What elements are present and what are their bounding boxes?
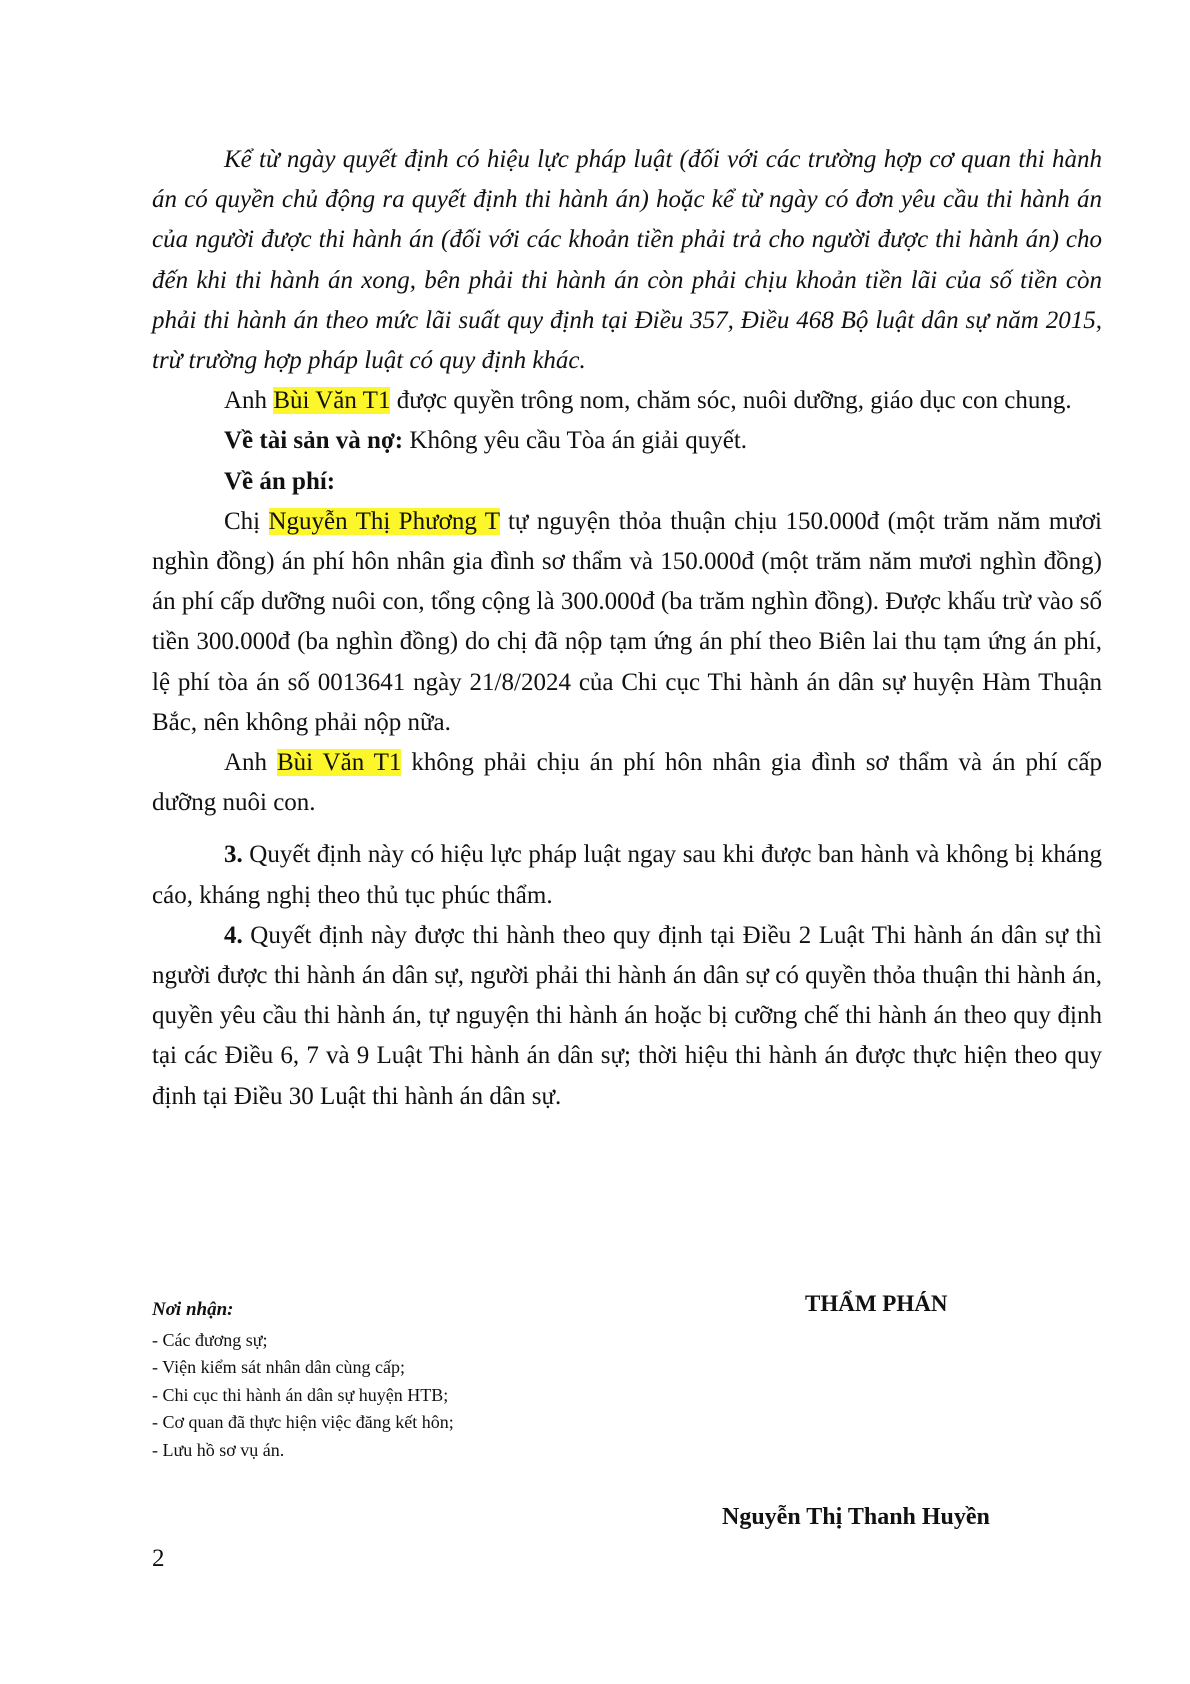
mother-fee-paragraph xyxy=(152,502,1102,743)
clause-4-text: Quyết định này được thi hành theo quy định tại Điều 2 Luật Thi hành án dân sự thì người được thi hành án dân sự, người phải thi hành án dân sự có quyền thỏa thuận thi hành án, quyền yêu cầu thi hành án, tự nguyện thi hành án hoặc bị cưỡng chế thi hành án theo quy định tại các Điều 6, 7 và 9 Luật Thi hành án dân sự; thời hiệu thi hành án được thực hiện theo quy định tại Điều 30 Luật thi hành án dân sự. xyxy=(152,921,1102,1110)
clause-3-number: 3. xyxy=(224,841,243,869)
custody-prefix: Anh xyxy=(224,387,274,415)
signer-name: Nguyễn Thị Thanh Huyền xyxy=(722,1504,990,1530)
father-fee-prefix: Anh xyxy=(224,749,277,777)
clause-4-paragraph xyxy=(152,916,1102,1117)
highlighted-name-father-2: Bùi Văn T1 xyxy=(276,749,402,777)
page-number: 2 xyxy=(152,1545,165,1572)
recipients-list xyxy=(152,1327,712,1465)
custody-text: được quyền trông nom, chăm sóc, nuôi dưỡng, giáo dục con chung. xyxy=(390,387,1072,415)
custody-paragraph xyxy=(152,381,1102,421)
clause-4-number: 4. xyxy=(224,921,243,949)
mother-fee-prefix: Chị xyxy=(224,507,269,535)
interest-paragraph: Kể từ ngày quyết định có hiệu lực pháp luật (đối với các trường hợp cơ quan thi hành án có quyền chủ động ra quyết định thi hành án) hoặc kể từ ngày có đơn yêu cầu thi hành án của người được thi hành án (đối với các khoản tiền phải trả cho người được thi hành án) cho đến khi thi hành án xong, bên phải thi hành án còn phải chịu khoản tiền lãi của số tiền còn phải thi hành án theo mức lãi suất quy định tại Điều 357, Điều 468 Bộ luật dân sự năm 2015, trừ trường hợp pháp luật có quy định khác. xyxy=(152,146,1102,375)
list-item: - Chi cục thi hành án dân sự huyện HTB; xyxy=(152,1384,449,1405)
court-fee-heading: Về án phí: xyxy=(224,467,336,495)
list-item: - Lưu hồ sơ vụ án. xyxy=(152,1439,285,1460)
father-fee-paragraph xyxy=(152,743,1102,823)
mother-fee-text: tự nguyện thỏa thuận chịu 150.000đ (một trăm năm mươi nghìn đồng) án phí hôn nhân gia đình sơ thẩm và 150.000đ (một trăm năm mươi nghìn đồng) án phí cấp dưỡng nuôi con, tổng cộng là 300.000đ (ba trăm nghìn đồng). Được khấu trừ vào số tiền 300.000đ (ba nghìn đồng) do chị đã nộp tạm ứng án phí theo Biên lai thu tạm ứng án phí, lệ phí tòa án số 0013641 ngày 21/8/2024 của Chi cục Thi hành án dân sự huyện Hàm Thuận Bắc, nên không phải nộp nữa. xyxy=(152,507,1102,736)
recipients-title: Nơi nhận: xyxy=(152,1299,234,1320)
highlighted-name-mother: Nguyễn Thị Phương T xyxy=(268,507,500,535)
clause-3-paragraph xyxy=(152,835,1102,915)
list-item: - Cơ quan đã thực hiện việc đăng kết hôn; xyxy=(152,1412,454,1432)
highlighted-name-father: Bùi Văn T1 xyxy=(273,387,391,415)
list-item: - Các đương sự; xyxy=(152,1329,268,1350)
father-fee-text: không phải chịu án phí hôn nhân gia đình sơ thẩm và án phí cấp dưỡng nuôi con. xyxy=(152,749,1102,817)
property-text: Không yêu cầu Tòa án giải quyết. xyxy=(403,427,748,455)
property-heading: Về tài sản và nợ: xyxy=(224,427,404,455)
list-item: - Viện kiểm sát nhân dân cùng cấp; xyxy=(152,1357,406,1377)
clause-3-text: Quyết định này có hiệu lực pháp luật ngay sau khi được ban hành và không bị kháng cáo, kháng nghị theo thủ tục phúc thẩm. xyxy=(152,841,1102,909)
property-paragraph xyxy=(152,421,1102,461)
court-fee-heading-paragraph xyxy=(152,462,1102,502)
signature-title: THẨM PHÁN xyxy=(805,1291,948,1316)
recipients-block xyxy=(152,1296,712,1464)
document-body xyxy=(152,140,1102,1117)
